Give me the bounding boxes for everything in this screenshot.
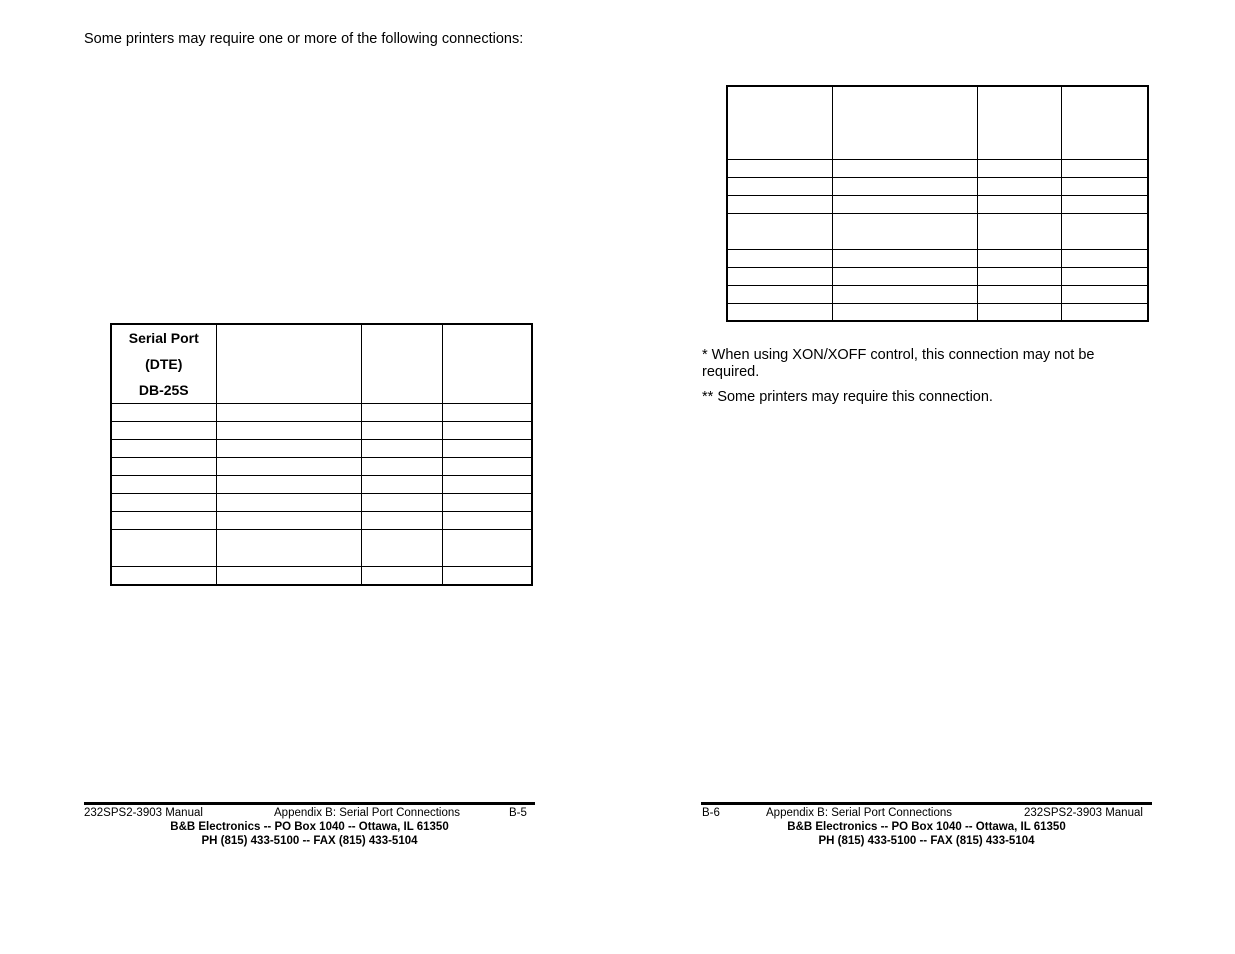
table-row	[111, 404, 532, 422]
table-row	[111, 476, 532, 494]
table-header-row	[727, 86, 1148, 159]
table-row	[727, 195, 1148, 213]
footer-company-right: B&B Electronics -- PO Box 1040 -- Ottawa, IL 61350	[787, 821, 1066, 833]
table-row	[727, 303, 1148, 321]
connection-table-left	[110, 323, 533, 586]
table-row	[727, 285, 1148, 303]
footer-phone-left: PH (815) 433-5100 -- FAX (815) 433-5104	[201, 835, 418, 847]
table-row	[111, 494, 532, 512]
footer-rule-left	[84, 802, 535, 805]
table-row	[111, 422, 532, 440]
footer-section-left: Appendix B: Serial Port Connections	[274, 807, 461, 819]
serial-port-header	[111, 324, 216, 404]
table-cell	[361, 324, 442, 404]
table-row	[727, 267, 1148, 285]
table-cell	[442, 324, 532, 404]
table-row	[111, 458, 532, 476]
table-row	[727, 177, 1148, 195]
footer-section-right: Appendix B: Serial Port Connections	[766, 807, 953, 819]
table-header-row	[111, 324, 532, 404]
footnote-xon-xoff: * When using XON/XOFF control, this connection may not be required.	[702, 347, 1095, 380]
footer-company-left: B&B Electronics -- PO Box 1040 -- Ottawa, IL 61350	[170, 821, 449, 833]
footer-page-right: B-6	[702, 807, 720, 819]
header-line-2: (DTE)	[145, 356, 183, 372]
header-line-3: DB-25S	[138, 382, 189, 398]
table-row	[111, 512, 532, 530]
connection-table-right	[726, 85, 1149, 322]
footer-manual-right: 232SPS2-3903 Manual	[1024, 807, 1143, 819]
footer-manual-left: 232SPS2-3903 Manual	[84, 807, 203, 819]
footer-rule-right	[701, 802, 1152, 805]
table-row	[727, 213, 1148, 249]
header-line-1: Serial Port	[128, 330, 199, 346]
table-row	[111, 567, 532, 585]
table-cell	[216, 324, 361, 404]
table-row	[727, 159, 1148, 177]
intro-text: Some printers may require one or more of the following connections:	[84, 31, 524, 47]
footnote-some-printers: ** Some printers may require this connection.	[702, 389, 993, 405]
table-row	[111, 440, 532, 458]
table-row	[727, 249, 1148, 267]
footer-page-left: B-5	[509, 807, 527, 819]
footer-phone-right: PH (815) 433-5100 -- FAX (815) 433-5104	[818, 835, 1035, 847]
table-row	[111, 530, 532, 567]
